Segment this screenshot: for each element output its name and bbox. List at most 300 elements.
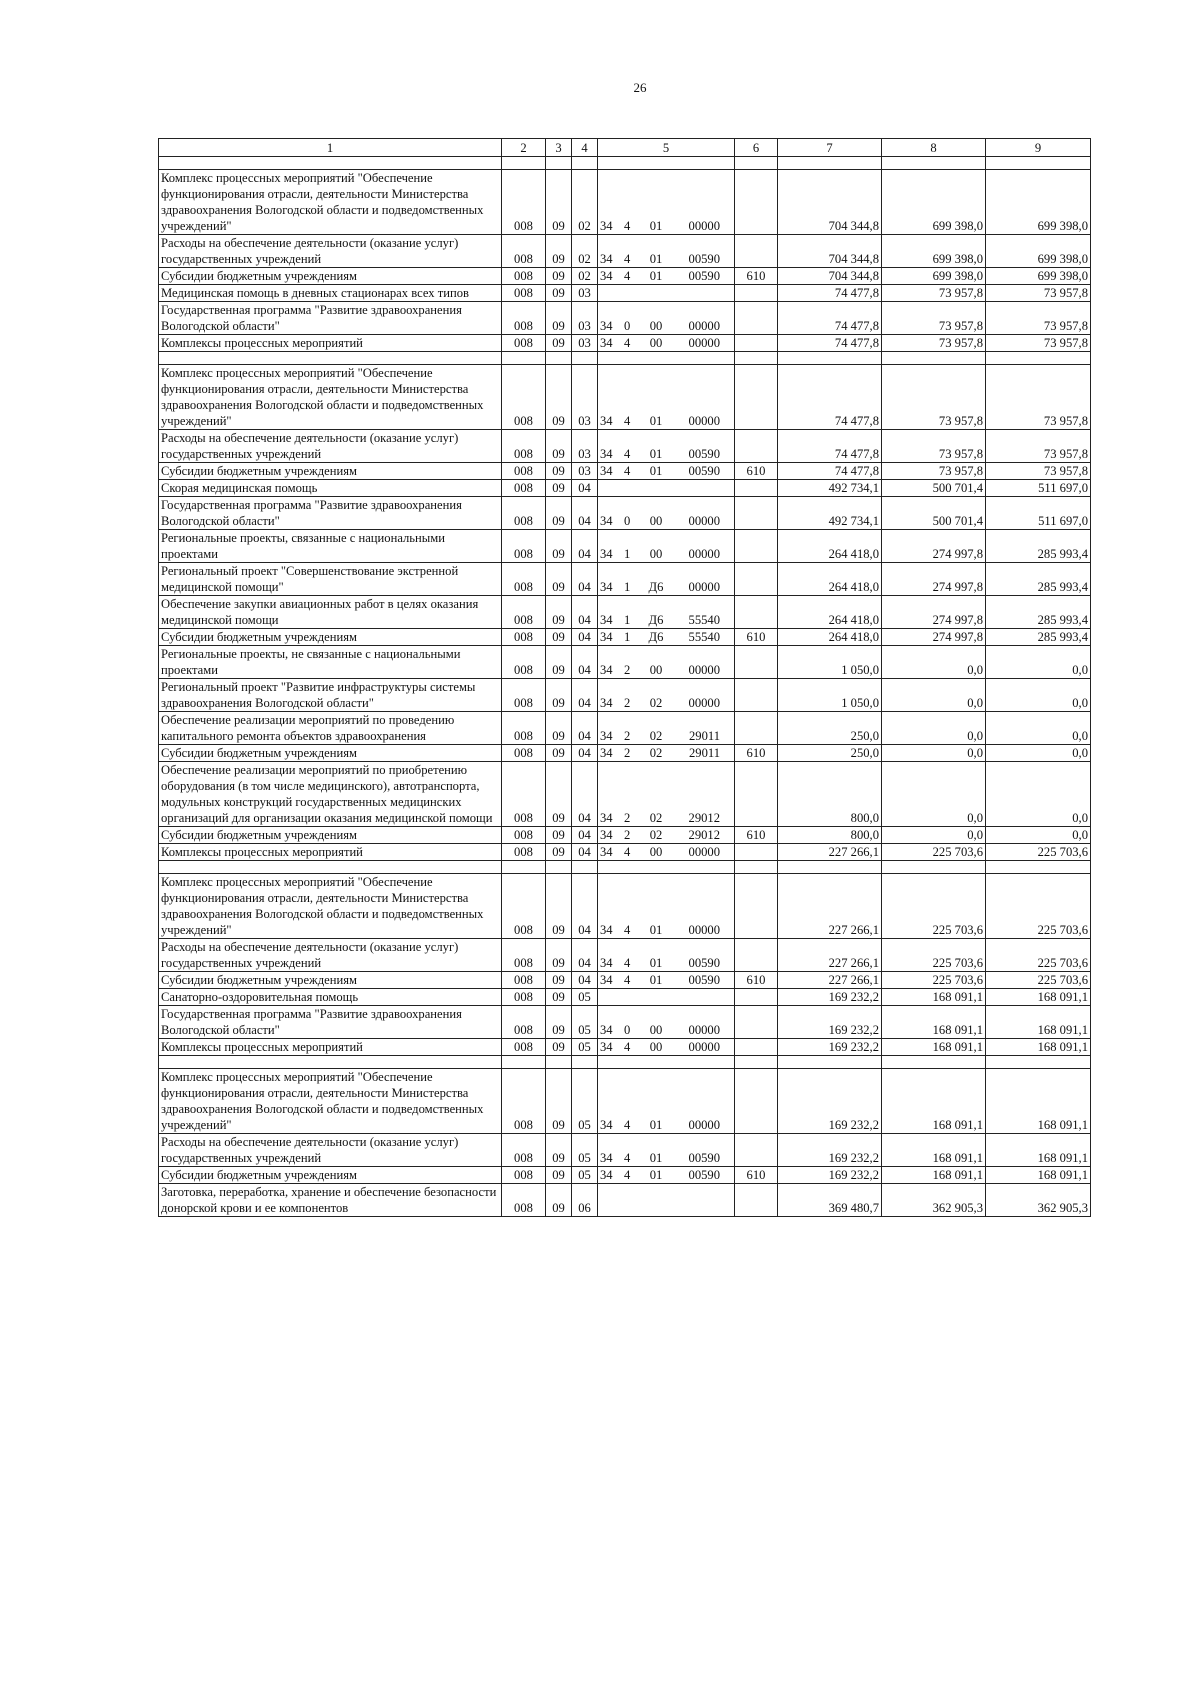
amount-col-8: 73 957,8 [882,463,986,480]
code-expense-type [735,874,778,939]
target-code-part: 4 [624,956,631,970]
code-ministry: 008 [502,1184,546,1217]
amount-col-8: 168 091,1 [882,1069,986,1134]
amount-col-9: 0,0 [986,762,1091,827]
budget-table [158,138,1091,1217]
code-expense-type [735,430,778,463]
table-row [159,745,1091,762]
code-ministry: 008 [502,939,546,972]
code-target-article [598,365,735,430]
table-row [159,335,1091,352]
code-subsection: 04 [572,745,598,762]
amount-col-7: 800,0 [778,762,882,827]
spacer-cell [572,861,598,874]
code-section: 09 [546,874,572,939]
target-code-part: 00000 [688,580,720,594]
target-code-part: 4 [624,464,631,478]
table-row [159,972,1091,989]
code-target-article [598,989,735,1006]
code-subsection: 04 [572,563,598,596]
target-code-part: 00000 [688,414,720,428]
target-code-part: 29012 [688,828,720,842]
code-target-article [598,1006,735,1039]
code-ministry: 008 [502,1069,546,1134]
target-code-part: 00000 [688,696,720,710]
code-target-article [598,285,735,302]
code-subsection: 04 [572,712,598,745]
code-expense-type: 610 [735,745,778,762]
row-name: Государственная программа "Развитие здравоохранения Вологодской области" [159,1006,502,1039]
code-target-article [598,827,735,844]
code-ministry: 008 [502,1039,546,1056]
spacer-cell [572,352,598,365]
code-section: 09 [546,1006,572,1039]
amount-col-8: 225 703,6 [882,939,986,972]
target-code-part: 0 [624,1023,631,1037]
row-name: Государственная программа "Развитие здравоохранения Вологодской области" [159,497,502,530]
code-section: 09 [546,844,572,861]
amount-col-9: 73 957,8 [986,430,1091,463]
target-code-part: 34 [600,1168,613,1182]
target-code-part: 4 [624,414,631,428]
row-name: Субсидии бюджетным учреждениям [159,827,502,844]
code-ministry: 008 [502,170,546,235]
target-code-part: 00590 [688,464,720,478]
spacer-cell [598,861,735,874]
code-expense-type [735,762,778,827]
code-subsection: 03 [572,302,598,335]
row-name: Расходы на обеспечение деятельности (оказание услуг) государственных учреждений [159,430,502,463]
row-name: Государственная программа "Развитие здравоохранения Вологодской области" [159,302,502,335]
header-cell: 3 [546,139,572,157]
spacer-cell [598,1056,735,1069]
amount-col-9: 168 091,1 [986,1134,1091,1167]
amount-col-7: 369 480,7 [778,1184,882,1217]
table-row [159,463,1091,480]
code-ministry: 008 [502,463,546,480]
amount-col-7: 704 344,8 [778,235,882,268]
table-row [159,596,1091,629]
amount-col-8: 500 701,4 [882,480,986,497]
code-ministry: 008 [502,1134,546,1167]
spacer-cell [572,157,598,170]
amount-col-8: 0,0 [882,827,986,844]
amount-col-9: 168 091,1 [986,1167,1091,1184]
target-code-part: 00 [649,336,663,350]
amount-col-8: 168 091,1 [882,1006,986,1039]
row-name: Субсидии бюджетным учреждениям [159,1167,502,1184]
table-row [159,480,1091,497]
spacer-cell [986,861,1091,874]
target-code-part: 1 [624,613,631,627]
amount-col-7: 264 418,0 [778,563,882,596]
target-code-part: 00 [649,845,663,859]
spacer-cell [598,352,735,365]
spacer-cell [882,861,986,874]
code-target-article [598,939,735,972]
code-ministry: 008 [502,712,546,745]
code-subsection: 05 [572,1069,598,1134]
spacer-cell [778,1056,882,1069]
code-section: 09 [546,596,572,629]
code-expense-type [735,335,778,352]
amount-col-8: 274 997,8 [882,563,986,596]
code-section: 09 [546,463,572,480]
target-code-part: 4 [624,1040,631,1054]
target-code-part: 00000 [688,1118,720,1132]
code-target-article [598,1134,735,1167]
code-target-article [598,646,735,679]
amount-col-8: 73 957,8 [882,335,986,352]
table-row [159,1167,1091,1184]
target-code-part: 34 [600,729,613,743]
table-row [159,430,1091,463]
header-cell: 5 [598,139,735,157]
target-code-part: 2 [624,696,631,710]
amount-col-8: 168 091,1 [882,1039,986,1056]
amount-col-8: 699 398,0 [882,170,986,235]
amount-col-7: 227 266,1 [778,874,882,939]
amount-col-7: 1 050,0 [778,646,882,679]
spacer-cell [735,861,778,874]
target-code-part: 34 [600,1023,613,1037]
amount-col-7: 169 232,2 [778,1134,882,1167]
table-row [159,1039,1091,1056]
target-code-part: 34 [600,219,613,233]
amount-col-8: 699 398,0 [882,268,986,285]
code-subsection: 02 [572,235,598,268]
code-subsection: 04 [572,646,598,679]
amount-col-7: 169 232,2 [778,1039,882,1056]
code-subsection: 04 [572,939,598,972]
amount-col-7: 74 477,8 [778,335,882,352]
code-expense-type: 610 [735,463,778,480]
code-expense-type: 610 [735,629,778,646]
amount-col-7: 169 232,2 [778,1006,882,1039]
code-target-article [598,268,735,285]
amount-col-9: 73 957,8 [986,302,1091,335]
code-ministry: 008 [502,646,546,679]
code-subsection: 04 [572,530,598,563]
code-section: 09 [546,268,572,285]
amount-col-7: 250,0 [778,745,882,762]
table-row [159,844,1091,861]
row-name: Комплекс процессных мероприятий "Обеспечение функционирования отрасли, деятельности Министерства здравоохранения Вологодской области и подведомственных учреждений" [159,365,502,430]
amount-col-8: 362 905,3 [882,1184,986,1217]
row-name: Скорая медицинская помощь [159,480,502,497]
amount-col-7: 169 232,2 [778,1167,882,1184]
target-code-part: 01 [649,956,663,970]
code-section: 09 [546,302,572,335]
target-code-part: 4 [624,269,631,283]
code-ministry: 008 [502,629,546,646]
row-name: Региональные проекты, не связанные с национальными проектами [159,646,502,679]
row-name: Расходы на обеспечение деятельности (оказание услуг) государственных учреждений [159,1134,502,1167]
code-target-article [598,844,735,861]
header-row [159,139,1091,157]
amount-col-8: 73 957,8 [882,365,986,430]
target-code-part: 55540 [688,613,720,627]
code-subsection: 03 [572,365,598,430]
header-cell: 7 [778,139,882,157]
row-name: Расходы на обеспечение деятельности (оказание услуг) государственных учреждений [159,235,502,268]
amount-col-9: 285 993,4 [986,530,1091,563]
target-code-part: 34 [600,828,613,842]
spacer-cell [882,1056,986,1069]
target-code-part: 4 [624,447,631,461]
spacer-cell [986,157,1091,170]
code-section: 09 [546,989,572,1006]
amount-col-8: 0,0 [882,712,986,745]
target-code-part: 00000 [688,663,720,677]
amount-col-9: 362 905,3 [986,1184,1091,1217]
row-name: Комплекс процессных мероприятий "Обеспечение функционирования отрасли, деятельности Министерства здравоохранения Вологодской области и подведомственных учреждений" [159,874,502,939]
code-target-article [598,1184,735,1217]
target-code-part: 00590 [688,269,720,283]
code-section: 09 [546,1134,572,1167]
code-ministry: 008 [502,1167,546,1184]
table-row [159,939,1091,972]
amount-col-9: 73 957,8 [986,335,1091,352]
spacer-cell [546,157,572,170]
amount-col-9: 699 398,0 [986,268,1091,285]
target-code-part: 01 [649,269,663,283]
code-target-article [598,874,735,939]
code-subsection: 03 [572,463,598,480]
amount-col-7: 74 477,8 [778,463,882,480]
amount-col-9: 73 957,8 [986,365,1091,430]
code-expense-type: 610 [735,268,778,285]
row-name: Обеспечение реализации мероприятий по приобретению оборудования (в том числе медицинского), автотранспорта, модульных конструкций государственных медицинских организаций для организации оказания медицинской помощи [159,762,502,827]
target-code-part: 4 [624,973,631,987]
amount-col-7: 1 050,0 [778,679,882,712]
target-code-part: 2 [624,828,631,842]
target-code-part: 00 [649,547,663,561]
code-section: 09 [546,170,572,235]
code-section: 09 [546,745,572,762]
amount-col-9: 168 091,1 [986,989,1091,1006]
target-code-part: 02 [649,696,663,710]
amount-col-7: 492 734,1 [778,497,882,530]
target-code-part: 01 [649,414,663,428]
row-name: Расходы на обеспечение деятельности (оказание услуг) государственных учреждений [159,939,502,972]
amount-col-9: 225 703,6 [986,939,1091,972]
amount-col-7: 74 477,8 [778,302,882,335]
amount-col-7: 492 734,1 [778,480,882,497]
code-target-article [598,596,735,629]
code-ministry: 008 [502,745,546,762]
code-section: 09 [546,480,572,497]
spacer-cell [735,1056,778,1069]
code-target-article [598,679,735,712]
code-expense-type [735,646,778,679]
amount-col-8: 73 957,8 [882,430,986,463]
target-code-part: 00000 [688,845,720,859]
spacer-cell [572,1056,598,1069]
target-code-part: 1 [624,580,631,594]
code-subsection: 05 [572,1167,598,1184]
target-code-part: 34 [600,269,613,283]
target-code-part: 34 [600,514,613,528]
code-subsection: 04 [572,762,598,827]
target-code-part: 34 [600,414,613,428]
spacer-cell [502,352,546,365]
code-section: 09 [546,939,572,972]
table-row [159,874,1091,939]
code-target-article [598,170,735,235]
amount-col-7: 169 232,2 [778,989,882,1006]
code-subsection: 03 [572,430,598,463]
table-row [159,629,1091,646]
row-name: Медицинская помощь в дневных стационарах всех типов [159,285,502,302]
table-row [159,497,1091,530]
table-row [159,235,1091,268]
code-target-article [598,463,735,480]
target-code-part: 00 [649,663,663,677]
code-target-article [598,530,735,563]
target-code-part: 34 [600,746,613,760]
spacer-cell [986,352,1091,365]
code-section: 09 [546,629,572,646]
amount-col-8: 0,0 [882,646,986,679]
spacer-cell [159,352,502,365]
target-code-part: 34 [600,663,613,677]
amount-col-9: 168 091,1 [986,1039,1091,1056]
amount-col-9: 511 697,0 [986,497,1091,530]
row-name: Региональные проекты, связанные с национальными проектами [159,530,502,563]
target-code-part: 4 [624,252,631,266]
table-row [159,1184,1091,1217]
amount-col-7: 74 477,8 [778,430,882,463]
code-ministry: 008 [502,844,546,861]
code-target-article [598,497,735,530]
target-code-part: 01 [649,219,663,233]
row-name: Обеспечение закупки авиационных работ в целях оказания медицинской помощи [159,596,502,629]
target-code-part: 34 [600,613,613,627]
code-target-article [598,235,735,268]
row-name: Комплексы процессных мероприятий [159,1039,502,1056]
code-section: 09 [546,972,572,989]
code-subsection: 04 [572,629,598,646]
target-code-part: 00590 [688,1168,720,1182]
spacer-cell [778,352,882,365]
table-row [159,1134,1091,1167]
code-target-article [598,629,735,646]
amount-col-8: 0,0 [882,745,986,762]
amount-col-7: 264 418,0 [778,596,882,629]
target-code-part: 01 [649,1168,663,1182]
code-expense-type: 610 [735,972,778,989]
amount-col-9: 0,0 [986,712,1091,745]
code-expense-type [735,1039,778,1056]
code-ministry: 008 [502,972,546,989]
target-code-part: 1 [624,630,631,644]
table-row [159,762,1091,827]
code-target-article [598,762,735,827]
row-name: Субсидии бюджетным учреждениям [159,972,502,989]
target-code-part: 01 [649,447,663,461]
amount-col-8: 168 091,1 [882,1134,986,1167]
table-row [159,989,1091,1006]
amount-col-7: 169 232,2 [778,1069,882,1134]
target-code-part: 34 [600,547,613,561]
target-code-part: 2 [624,746,631,760]
target-code-part: 4 [624,1118,631,1132]
code-section: 09 [546,1184,572,1217]
amount-col-8: 168 091,1 [882,989,986,1006]
target-code-part: 00000 [688,923,720,937]
code-expense-type [735,1184,778,1217]
row-name: Комплекс процессных мероприятий "Обеспечение функционирования отрасли, деятельности Министерства здравоохранения Вологодской области и подведомственных учреждений" [159,1069,502,1134]
code-ministry: 008 [502,302,546,335]
code-section: 09 [546,285,572,302]
amount-col-7: 74 477,8 [778,365,882,430]
target-code-part: 01 [649,1118,663,1132]
code-target-article [598,480,735,497]
code-section: 09 [546,235,572,268]
target-code-part: 34 [600,1151,613,1165]
code-expense-type [735,530,778,563]
code-expense-type [735,844,778,861]
target-code-part: 00590 [688,973,720,987]
code-expense-type [735,939,778,972]
amount-col-9: 0,0 [986,679,1091,712]
code-subsection: 05 [572,1134,598,1167]
target-code-part: 2 [624,729,631,743]
target-code-part: 34 [600,1040,613,1054]
row-name: Заготовка, переработка, хранение и обеспечение безопасности донорской крови и ее компонентов [159,1184,502,1217]
amount-col-8: 168 091,1 [882,1167,986,1184]
code-target-article [598,563,735,596]
target-code-part: Д6 [648,580,664,594]
code-subsection: 04 [572,874,598,939]
row-name: Обеспечение реализации мероприятий по проведению капитального ремонта объектов здравоохранения [159,712,502,745]
amount-col-7: 264 418,0 [778,629,882,646]
target-code-part: 34 [600,336,613,350]
spacer-row [159,157,1091,170]
amount-col-9: 225 703,6 [986,972,1091,989]
amount-col-7: 704 344,8 [778,268,882,285]
spacer-cell [159,861,502,874]
amount-col-9: 699 398,0 [986,235,1091,268]
target-code-part: 00 [649,1023,663,1037]
amount-col-8: 225 703,6 [882,844,986,861]
spacer-cell [546,861,572,874]
code-section: 09 [546,563,572,596]
target-code-part: 01 [649,1151,663,1165]
target-code-part: 01 [649,464,663,478]
row-name: Региональный проект "Совершенствование экстренной медицинской помощи" [159,563,502,596]
target-code-part: 00 [649,319,663,333]
amount-col-7: 227 266,1 [778,844,882,861]
amount-col-9: 168 091,1 [986,1006,1091,1039]
code-expense-type: 610 [735,1167,778,1184]
amount-col-8: 274 997,8 [882,596,986,629]
target-code-part: 34 [600,580,613,594]
amount-col-8: 500 701,4 [882,497,986,530]
code-subsection: 04 [572,480,598,497]
amount-col-8: 73 957,8 [882,285,986,302]
target-code-part: 4 [624,336,631,350]
amount-col-7: 227 266,1 [778,939,882,972]
amount-col-9: 168 091,1 [986,1069,1091,1134]
spacer-cell [735,352,778,365]
table-row [159,170,1091,235]
code-expense-type [735,302,778,335]
code-subsection: 02 [572,268,598,285]
amount-col-9: 285 993,4 [986,596,1091,629]
code-section: 09 [546,646,572,679]
